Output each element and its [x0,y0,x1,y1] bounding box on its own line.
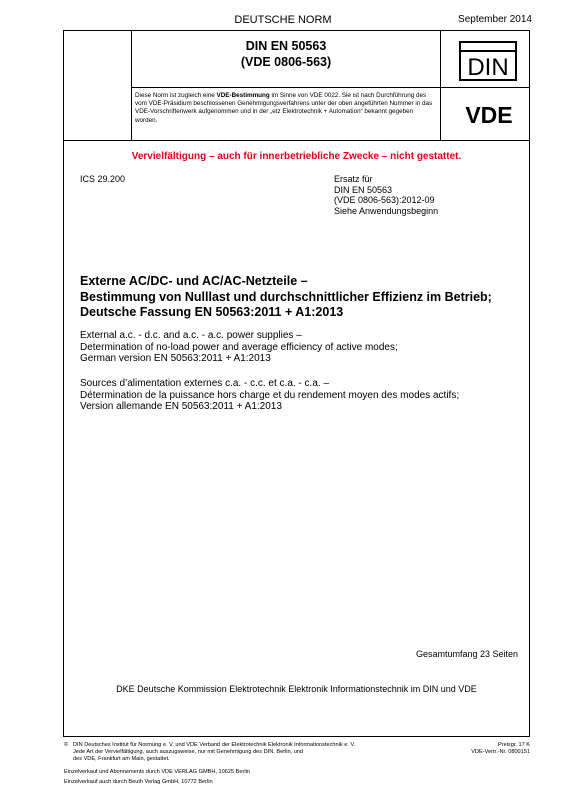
title-french-line: Détermination de la puissance hors charge et du rendement moyen des modes actifs; [80,389,460,401]
publication-date: September 2014 [458,14,532,25]
vde-sales-number: VDE-Vertr.-Nr. 0800151 [471,749,530,755]
dke-line: DKE Deutsche Kommission Elektrotechnik Elektronik Informationstechnik im DIN und VDE [116,684,477,694]
vde-note-bold: VDE-Bestimmung [216,92,270,99]
replacement-line: (VDE 0806-563):2012-09 [334,195,435,205]
price-group: Preisgr. 17 K [497,742,530,748]
title-german-line: Deutsche Fassung EN 50563:2011 + A1:2013 [80,305,344,319]
frame-divider-mid [131,87,530,88]
title-french-line: Version allemande EN 50563:2011 + A1:2013 [80,401,282,412]
vde-logo-text: VDE [465,102,513,128]
total-pages: Gesamtumfang 23 Seiten [415,649,518,659]
replacement-line: DIN EN 50563 [334,184,393,195]
copyright-line: Jede Art der Vervielfältigung, auch auszugsweise, nur mit Genehmigung des DIN, Berlin, und [73,749,304,755]
frame-divider-header-bottom [63,140,530,141]
standard-number-block [132,38,440,70]
vde-determination-note [135,92,437,125]
copyright-notice [64,742,459,763]
replacement-line: Siehe Anwendungsbeginn [334,205,439,216]
price-info [471,742,530,756]
ics-code: ICS 29.200 [80,174,126,184]
title-german-line: Externe AC/DC- und AC/AC-Netzteile – [80,274,308,288]
din-logo [458,40,518,82]
replacement-line: Ersatz für [334,174,373,184]
copyright-line: des VDE, Frankfurt am Main, gestattet. [73,756,170,762]
reproduction-warning: Vervielfältigung – auch für innerbetriebliche Zwecke – nicht gestattet. [131,151,462,162]
copyright-symbol: © [64,742,69,748]
vde-note-text-end: im Sinne von VDE 0022. Sie ist nach Durchführung des vom VDE-Präsidium beschlossenen Genehmigungsverfahrens unter der oben angeführten Nummer in das VDE-Vorschriftenwerk aufgenommen und in der „etz Elektrotechnik + Automation“ bekannt gegeben worden. [135,92,433,124]
title-german [80,274,520,321]
vde-note-text-start: Diese Norm ist zugleich eine [135,92,217,99]
copyright-line: DIN Deutsches Institut für Normung e. V. und VDE Verband der Elektrotechnik Elektronik Informationstechnik e. V. [73,742,356,748]
title-german-line: Bestimmung von Nulllast und durchschnittlicher Effizienz im Betrieb; [80,289,492,304]
standard-number: DIN EN 50563 [245,39,327,53]
title-english-line: Determination of no-load power and average efficiency of active modes; [80,341,398,353]
title-english-line: External a.c. - d.c. and a.c. - a.c. power supplies – [80,330,302,341]
norm-label: DEUTSCHE NORM [234,14,332,26]
sales-info-beuth: Einzelverkauf auch durch Beuth Verlag GmbH, 10772 Berlin [64,779,213,785]
title-french-line: Sources d’alimentation externes c.a. - c.c. et c.a. - c.a. – [80,378,329,389]
title-english-line: German version EN 50563:2011 + A1:2013 [80,353,271,364]
replacement-info [334,174,438,216]
frame-divider-right [440,30,441,140]
title-english [80,330,520,365]
vde-logo [448,100,530,130]
din-logo-text: DIN [467,54,509,81]
title-french [80,378,520,413]
sales-info-vde: Einzelverkauf und Abonnements durch VDE VERLAG GMBH, 10625 Berlin [64,769,250,775]
vde-number: (VDE 0806-563) [240,55,332,69]
